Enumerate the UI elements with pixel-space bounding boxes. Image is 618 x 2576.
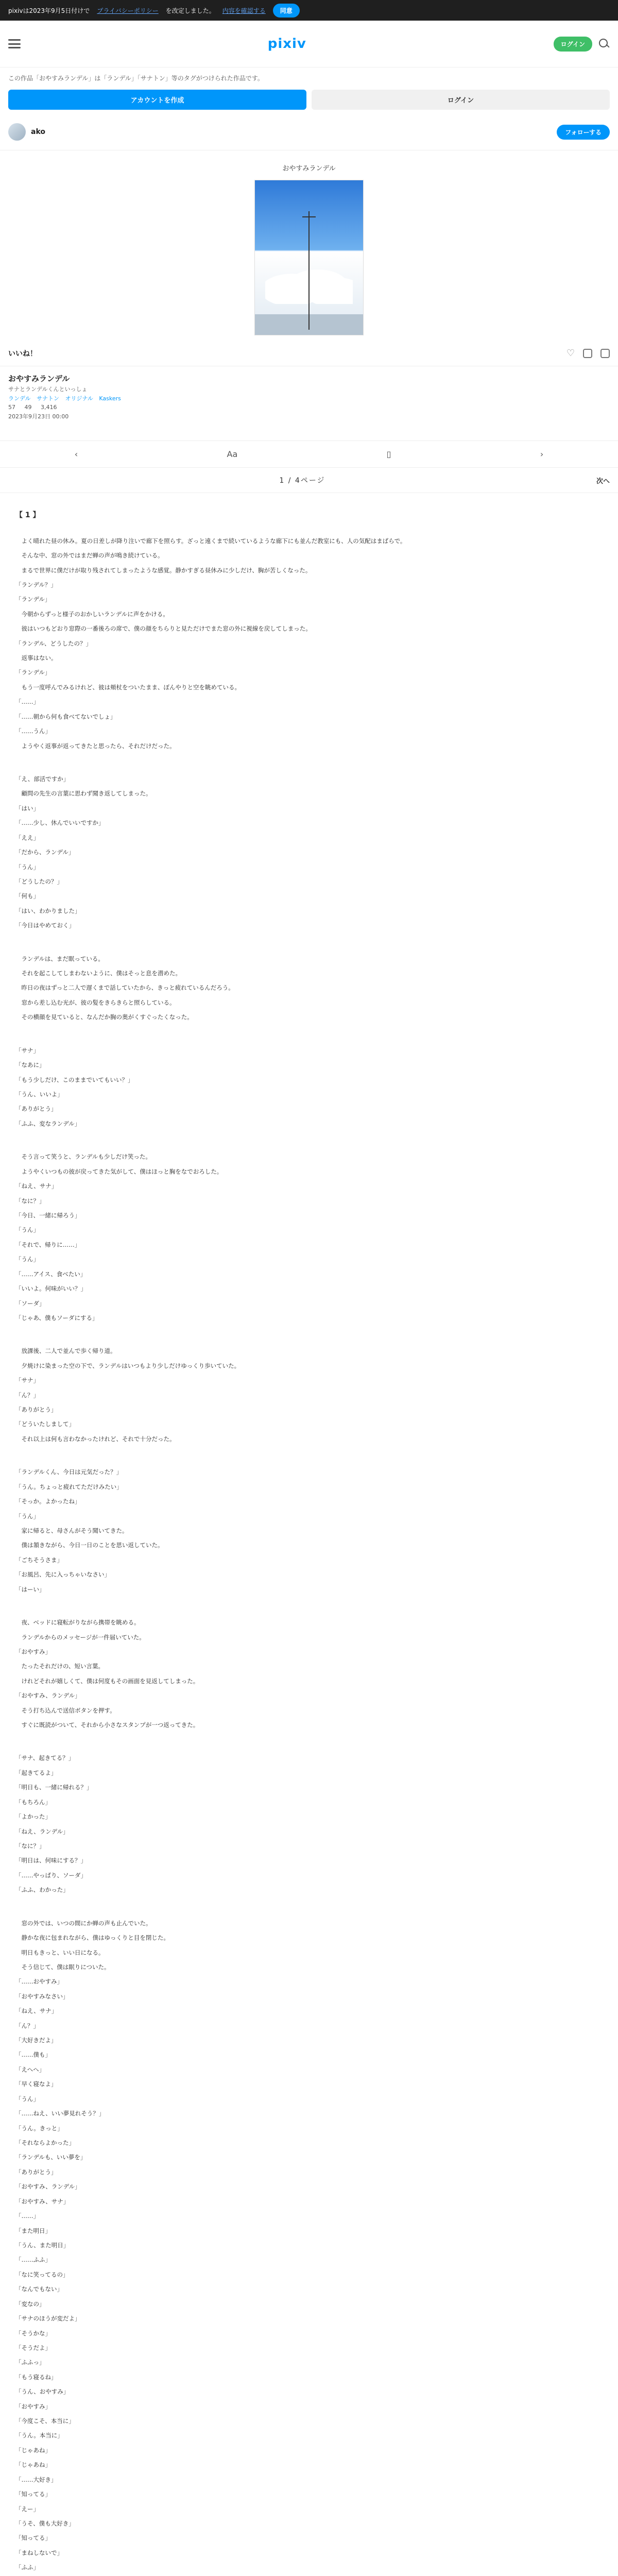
story-paragraph: 「お風呂、先に入っちゃいなさい」 [15, 1571, 110, 1579]
story-paragraph: たったそれだけの、短い言葉。 [15, 1663, 105, 1670]
header-login-button[interactable]: ログイン [554, 37, 592, 52]
story-paragraph: 「うん、いいよ」 [15, 1091, 63, 1098]
tag-item[interactable]: ランデル [8, 395, 31, 402]
reader-toolbar [0, 440, 618, 468]
chevron-right-icon[interactable]: › [540, 449, 544, 460]
story-paragraph: 「ありがとう」 [15, 2168, 57, 2176]
story-paragraph: 昨日の夜はずっと二人で遅くまで話していたから、きっと疲れているんだろう。 [15, 984, 234, 992]
story-paragraph: 夜、ベッドに寝転がりながら携帯を眺める。 [15, 1619, 140, 1626]
story-paragraph: 「じゃあね」 [15, 2446, 51, 2454]
story-paragraphs [15, 535, 603, 2576]
banner-text-2: を改定しました。 [165, 7, 215, 14]
story-paragraph: 窓の外では、いつの間にか蝉の声も止んでいた。 [15, 1919, 152, 1927]
story-paragraph: 「ん？」 [15, 2022, 39, 2029]
work-stats [8, 403, 610, 412]
story-paragraph: 「サナのほうが変だよ」 [15, 2315, 81, 2323]
story-paragraph: それを起こしてしまわないように、僕はそっと息を潜めた。 [15, 970, 181, 977]
next-page-button[interactable]: 次へ [596, 477, 610, 485]
story-paragraph: 「知ってる」 [15, 2490, 51, 2498]
bookmark-reader-icon[interactable]: ▯ [386, 449, 391, 460]
story-paragraph: そう信じて、僕は眠りについた。 [15, 1963, 110, 1971]
story-paragraph: 「ねえ、サナ」 [15, 2007, 58, 2015]
bookmark-icon[interactable] [583, 349, 592, 358]
story-paragraph: 「それならよかった」 [15, 2139, 75, 2147]
page-navigation [0, 468, 618, 493]
story-paragraph: 家に帰ると、母さんがそう聞いてきた。 [15, 1527, 128, 1534]
story-paragraph: ようやく返事が返ってきたと思ったら、それだけだった。 [15, 742, 176, 750]
story-paragraph: まるで世界に僕だけが取り残されてしまったような感覚。静かすぎる昼休みに少しだけ、胸が苦しくなった。 [15, 566, 312, 574]
follow-button[interactable]: フォローする [557, 125, 610, 140]
story-paragraph: 今朝からずっと様子のおかしいランデルに声をかける。 [15, 610, 169, 618]
story-paragraph: 「……」 [15, 698, 39, 706]
story-paragraph: 「うん。ちょっと疲れてただけみたい」 [15, 1483, 123, 1490]
story-paragraph: 「うん、おやすみ」 [15, 2388, 70, 2396]
story-paragraph: 「……おやすみ」 [15, 1978, 63, 1986]
story-paragraph: そんな中、窓の外ではまだ蝉の声が鳴き続けている。 [15, 552, 164, 560]
login-button[interactable]: ログイン [312, 90, 610, 110]
story-paragraph: 「うん」 [15, 2095, 39, 2103]
story-paragraph: 「えー」 [15, 2505, 39, 2513]
story-paragraph: 「今日、一緒に帰ろう」 [15, 1211, 81, 1219]
story-paragraph: 「知ってる」 [15, 2534, 51, 2542]
story-paragraph: 「えへへ」 [15, 2065, 45, 2073]
work-date: 2023年9月23日 00:00 [8, 413, 69, 420]
cover-image[interactable] [254, 180, 364, 335]
story-paragraph: 「おやすみ」 [15, 1648, 51, 1655]
story-paragraph: 「うん。本当に」 [15, 2432, 63, 2439]
author-row [0, 114, 618, 150]
story-paragraph [15, 1448, 603, 1463]
author-name[interactable]: ako [31, 128, 45, 136]
story-paragraph: 「はい、わかりました」 [15, 907, 81, 914]
story-paragraph: 「ランデル」 [15, 669, 51, 676]
story-paragraph: 「今日はやめておく」 [15, 922, 75, 929]
story-paragraph: 「おやすみ、サナ」 [15, 2197, 70, 2205]
heart-icon[interactable]: ♡ [566, 348, 575, 359]
story-paragraph: 「……朝から何も食べてないでしょ」 [15, 713, 116, 720]
story-paragraph: 「ねえ、サナ」 [15, 1182, 58, 1190]
view-count: 3,416 [41, 404, 57, 411]
story-paragraph: 「どういたしまして」 [15, 1420, 75, 1428]
story-paragraph: 「ランデル？」 [15, 581, 57, 588]
story-paragraph: 「いいよ。何味がいい？」 [15, 1285, 87, 1293]
story-paragraph [15, 1598, 603, 1614]
story-paragraph: けれどそれが嬉しくて、僕は何度もその画面を見返してしまった。 [15, 1677, 199, 1685]
story-paragraph: 「……少し、休んでいいですか」 [15, 819, 105, 827]
story-paragraph: ランデルからのメッセージが一件届いていた。 [15, 1633, 145, 1641]
story-paragraph: 「じゃあね」 [15, 2461, 51, 2469]
story-paragraph: 僕は頷きながら、今日一日のことを思い返していた。 [15, 1541, 164, 1549]
tag-item[interactable]: オリジナル [65, 395, 93, 402]
story-paragraph: 「なに笑ってるの」 [15, 2270, 69, 2278]
story-paragraph: 「また明日」 [15, 2227, 51, 2234]
banner-ok-button[interactable]: 同意 [273, 4, 300, 18]
story-paragraph: 「今度こそ、本当に」 [15, 2417, 75, 2425]
story-paragraph: 「……ねえ、いい夢見れそう？」 [15, 2110, 105, 2117]
story-paragraph: 「ランデルも、いい夢を」 [15, 2154, 87, 2161]
story-paragraph: 「明日も、一緒に帰れる？」 [15, 1784, 93, 1791]
story-paragraph: 「はーい」 [15, 1585, 45, 1593]
story-paragraph: もう一度呼んでみるけれど、彼は頬杖をついたまま、ぼんやりと空を眺めている。 [15, 683, 241, 691]
story-paragraph: 夕焼けに染まった空の下で、ランデルはいつもより少しだけゆっくり歩いていた。 [15, 1362, 241, 1369]
story-paragraph: 「なあに」 [15, 1061, 45, 1069]
story-paragraph: 「……僕も」 [15, 2051, 51, 2059]
cta-row [0, 86, 618, 114]
story-paragraph: 「どうしたの？」 [15, 877, 63, 885]
story-paragraph [15, 1132, 603, 1148]
hamburger-menu-icon[interactable] [8, 39, 21, 48]
story-paragraph: 明日もきっと、いい日になる。 [15, 1948, 105, 1956]
story-paragraph: 「え、部活ですか」 [15, 775, 70, 783]
story-paragraph: 「もう少しだけ、このままでいてもいい？」 [15, 1076, 134, 1083]
story-paragraph: 顧問の先生の言葉に思わず聞き返してしまった。 [15, 790, 152, 798]
story-paragraph: 「ん？」 [15, 1391, 39, 1399]
story-paragraph [15, 1899, 603, 1914]
bookmark-count: 49 [24, 404, 32, 411]
story-paragraph: 「ねえ、ランデル」 [15, 1827, 69, 1835]
story-paragraph [15, 935, 603, 950]
story-paragraph: 「……うん」 [15, 727, 51, 735]
search-icon[interactable] [598, 38, 610, 49]
story-paragraph: 「サナ、起きてる？」 [15, 1754, 75, 1762]
story-paragraph: 「早く寝なよ」 [15, 2080, 57, 2088]
page-counter: 1 / 4ページ [279, 477, 325, 485]
story-paragraph: 「明日は、何味にする？」 [15, 1857, 87, 1865]
story-paragraph: 「ランデル」 [15, 596, 51, 603]
story-paragraph [15, 755, 603, 770]
create-account-button[interactable]: アカウントを作成 [8, 90, 306, 110]
story-paragraph: 「ふふ、わかった」 [15, 1886, 69, 1894]
story-paragraph: 「それで、帰りに……」 [15, 1241, 81, 1248]
story-paragraph: 「もちろん」 [15, 1798, 51, 1806]
story-paragraph: 「サナ」 [15, 1377, 39, 1384]
story-paragraph: 「ふふ」 [15, 2564, 39, 2571]
banner-detail-link[interactable]: 内容を確認する [222, 7, 266, 14]
story-paragraph: そう打ち込んで送信ボタンを押す。 [15, 1706, 116, 1714]
story-paragraph: 「はい」 [15, 804, 39, 812]
story-paragraph: 「なんでもない」 [15, 2285, 63, 2293]
story-paragraph: 「……大好き」 [15, 2476, 57, 2483]
like-count: 57 [8, 404, 15, 411]
story-body [0, 493, 618, 2576]
story-paragraph: 「おやすみ、ランデル」 [15, 1692, 81, 1700]
story-paragraph: 「ごちそうさま」 [15, 1556, 63, 1564]
tag-list [8, 394, 610, 403]
story-paragraph: 「じゃあ、僕もソーダにする」 [15, 1314, 98, 1321]
story-paragraph: 放課後、二人で並んで歩く帰り道。 [15, 1347, 116, 1355]
share-icon[interactable] [600, 349, 610, 358]
story-paragraph: 窓から差し込む光が、彼の髪をきらきらと照らしている。 [15, 998, 176, 1006]
work-title: おやすみランデル [8, 374, 70, 383]
story-paragraph: 「そうだよ」 [15, 2344, 51, 2351]
story-paragraph: 「もう寝るね」 [15, 2373, 57, 2381]
story-paragraph: 「ランデル、どうしたの？」 [15, 639, 92, 647]
story-paragraph: 「おやすみ」 [15, 2402, 51, 2410]
story-paragraph: 「ふふ、変なランデル」 [15, 1120, 81, 1127]
chevron-left-icon[interactable]: ‹ [74, 449, 78, 460]
story-paragraph: 「起きてるよ」 [15, 1769, 57, 1776]
work-subtitle: サナとランデルくんといっしょ [8, 386, 88, 393]
story-paragraph [15, 1327, 603, 1342]
story-paragraph: それ以上は何も言わなかったけれど、それで十分だった。 [15, 1435, 176, 1443]
story-paragraph: 「ランデルくん、今日は元気だった？」 [15, 1468, 123, 1476]
story-paragraph: よく晴れた昼の休み。夏の日差しが降り注いで廊下を照らす。ざっと遠くまで続いているような廊下にも並んだ教室にも、人の気配はまばらで。 [15, 537, 406, 545]
pixiv-logo[interactable]: pixiv [267, 36, 306, 52]
story-paragraph: 「だから、ランデル」 [15, 849, 75, 856]
tag-item[interactable]: サナトン [36, 395, 59, 402]
privacy-policy-link[interactable]: プライバシーポリシー [97, 7, 159, 14]
work-meta [0, 366, 618, 427]
story-paragraph: 「まねしないで」 [15, 2549, 63, 2556]
banner-text: pixivは2023年9月5日付けで [8, 7, 90, 14]
chapter-heading: 【 1 】 [15, 511, 40, 520]
story-paragraph: 「サナ」 [15, 1046, 39, 1054]
story-paragraph: 「うん」 [15, 863, 39, 871]
story-paragraph: 「うそ、僕も大好き」 [15, 2519, 75, 2527]
font-setting-button[interactable]: Aa [227, 449, 238, 460]
story-paragraph: 「ソーダ」 [15, 1299, 45, 1307]
story-paragraph: 「……」 [15, 2212, 39, 2220]
site-header [0, 21, 618, 67]
tag-item[interactable]: Kaskers [99, 395, 121, 402]
story-paragraph: 「なに？」 [15, 1842, 45, 1850]
story-paragraph: 静かな夜に包まれながら、僕はゆっくりと目を閉じた。 [15, 1934, 169, 1942]
story-paragraph: 「……ふふ」 [15, 2256, 51, 2264]
story-paragraph: 「変なの」 [15, 2300, 45, 2308]
story-paragraph: 「うん」 [15, 1256, 39, 1263]
story-paragraph: 「おやすみ、ランデル」 [15, 2183, 81, 2191]
work-notice: この作品「おやすみランデル」は「ランデル」「サナトン」等のタグがつけられた作品です。 [8, 75, 264, 82]
story-paragraph: ランデルは、まだ眠っている。 [15, 955, 104, 962]
cover-caption: おやすみランデル [282, 165, 336, 173]
story-paragraph: 「よかった」 [15, 1813, 51, 1821]
story-paragraph: 「何も」 [15, 892, 39, 900]
privacy-banner [0, 0, 618, 21]
like-button[interactable]: いいね！ [8, 349, 37, 358]
story-paragraph: 「ありがとう」 [15, 1105, 57, 1113]
story-paragraph: その横顔を見ていると、なんだか胸の奥がくすぐったくなった。 [15, 1013, 193, 1021]
story-paragraph: 「ありがとう」 [15, 1406, 57, 1414]
cover-section [0, 150, 618, 341]
story-paragraph: ようやくいつもの彼が戻ってきた気がして、僕はほっと胸をなでおろした。 [15, 1167, 223, 1175]
story-paragraph: 「なに？」 [15, 1197, 45, 1205]
story-paragraph [15, 1026, 603, 1042]
story-paragraph: 返事はない。 [15, 654, 57, 662]
story-paragraph: 「うん、また明日」 [15, 2241, 70, 2249]
story-paragraph: 「うん」 [15, 1512, 39, 1520]
story-paragraph [15, 1734, 603, 1749]
story-paragraph: 「うん」 [15, 1226, 39, 1234]
like-row [0, 341, 618, 366]
story-paragraph: 「うん。きっと」 [15, 2124, 63, 2132]
story-paragraph: 「そっか。よかったね」 [15, 1498, 81, 1505]
story-paragraph: すぐに既読がついて、それから小さなスタンプが一つ返ってきた。 [15, 1721, 199, 1729]
story-paragraph: 「……アイス、食べたい」 [15, 1270, 87, 1278]
story-paragraph: 「おやすみなさい」 [15, 1992, 69, 2000]
story-paragraph: 「ええ」 [15, 834, 39, 841]
avatar[interactable] [8, 123, 26, 141]
story-paragraph: 「そうかな」 [15, 2329, 51, 2337]
story-paragraph: 「……やっぱり、ソーダ」 [15, 1871, 87, 1879]
story-paragraph: そう言って笑うと、ランデルも少しだけ笑った。 [15, 1153, 151, 1161]
story-paragraph: 「ふふっ」 [15, 2359, 45, 2366]
story-paragraph: 「大好きだよ」 [15, 2037, 57, 2044]
story-paragraph: 彼はいつもどおり窓際の一番後ろの席で、僕の顔をちらりと見ただけでまた窓の外に視線を戻してしまった。 [15, 625, 312, 633]
